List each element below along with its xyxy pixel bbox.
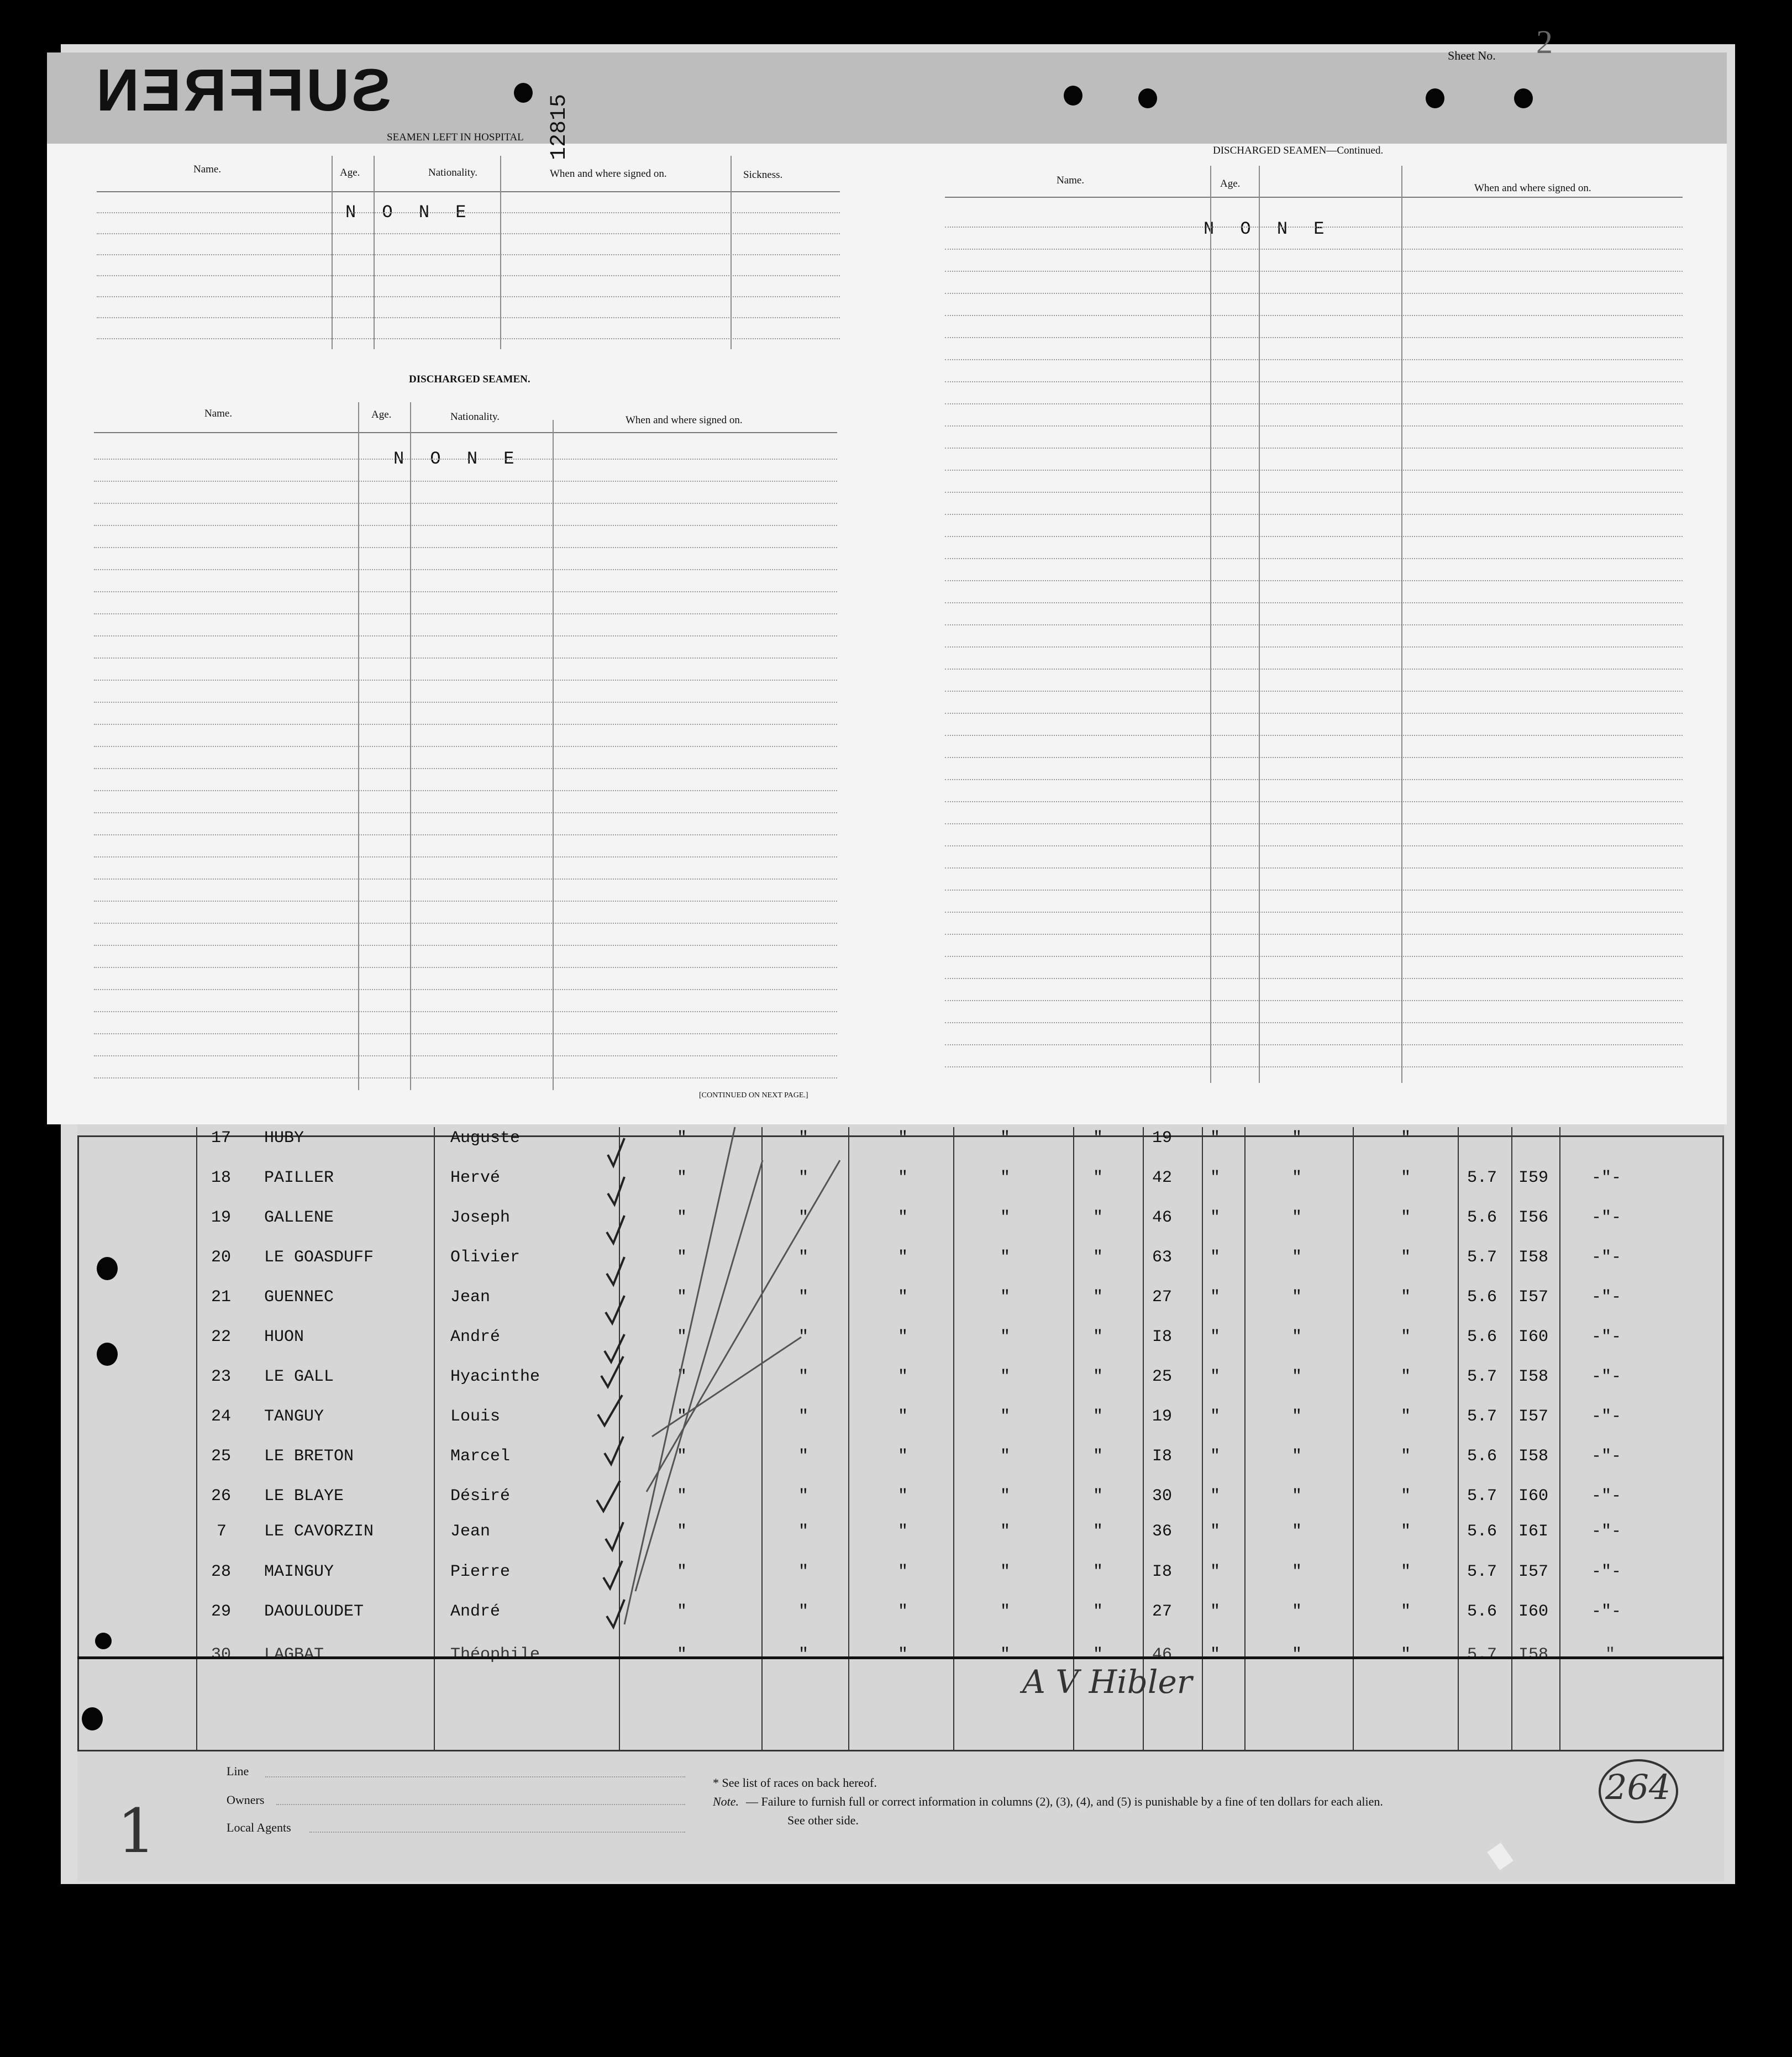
ditto-mark: ": [677, 1645, 687, 1664]
sheet-no-label: Sheet No.: [1448, 49, 1496, 62]
row-surname: LE BRETON: [264, 1447, 354, 1466]
ditto-mark: ": [1000, 1602, 1011, 1621]
row-surname: LE GOASDUFF: [264, 1248, 374, 1267]
row-number: 23: [211, 1367, 232, 1386]
ditto-mark: ": [1401, 1169, 1411, 1187]
row-surname: PAILLER: [264, 1169, 334, 1187]
ditto-mark: ": [1000, 1407, 1011, 1426]
ditto-mark: ": [1000, 1447, 1011, 1466]
col-sickness: Sickness.: [743, 169, 783, 181]
row-height: 5.6: [1467, 1288, 1497, 1307]
col-name: Name.: [1057, 175, 1085, 186]
row-weight: I57: [1518, 1563, 1549, 1581]
row-remark: -"-: [1591, 1407, 1622, 1426]
row-number: 7: [217, 1522, 227, 1541]
row-given-name: Jean: [450, 1288, 491, 1307]
col-nationality: Nationality.: [450, 411, 500, 423]
ditto-mark: ": [1401, 1328, 1411, 1346]
page-number: 1: [117, 1796, 156, 1866]
ditto-mark: ": [1210, 1248, 1221, 1267]
row-age: 36: [1152, 1522, 1173, 1541]
row-surname: GALLENE: [264, 1208, 334, 1227]
row-age: 30: [1152, 1487, 1173, 1506]
row-remark: -"-: [1591, 1602, 1622, 1621]
row-given-name: Hervé: [450, 1169, 501, 1187]
ditto-mark: ": [1000, 1288, 1011, 1307]
row-age: 25: [1152, 1367, 1173, 1386]
ditto-mark: ": [677, 1248, 687, 1267]
row-given-name: Théophile: [450, 1645, 540, 1664]
ditto-mark: ": [1000, 1563, 1011, 1581]
ditto-mark: ": [798, 1447, 809, 1466]
row-remark: ": [1605, 1645, 1616, 1664]
row-number: 18: [211, 1169, 232, 1187]
ditto-mark: ": [1210, 1288, 1221, 1307]
ditto-mark: ": [1401, 1522, 1411, 1541]
row-number: 17: [211, 1129, 232, 1148]
row-surname: HUBY: [264, 1129, 304, 1148]
ditto-mark: ": [1093, 1407, 1103, 1426]
row-weight: I58: [1518, 1447, 1549, 1466]
ditto-mark: ": [898, 1169, 908, 1187]
ditto-mark: ": [898, 1208, 908, 1227]
ditto-mark: ": [1292, 1367, 1302, 1386]
row-given-name: André: [450, 1602, 501, 1621]
ditto-mark: ": [1210, 1522, 1221, 1541]
ditto-mark: ": [898, 1522, 908, 1541]
ditto-mark: ": [677, 1208, 687, 1227]
ditto-mark: ": [1000, 1328, 1011, 1346]
row-age: 19: [1152, 1129, 1173, 1148]
ditto-mark: ": [677, 1407, 687, 1426]
check-marks: [597, 1138, 624, 1627]
ditto-mark: ": [1292, 1328, 1302, 1346]
col-signed-on: When and where signed on.: [550, 168, 667, 180]
ditto-mark: ": [1210, 1407, 1221, 1426]
row-given-name: Marcel: [450, 1447, 511, 1466]
discharged-none: N O N E: [393, 449, 522, 469]
ditto-mark: ": [1000, 1208, 1011, 1227]
hospital-none: N O N E: [345, 202, 474, 223]
ditto-mark: ": [898, 1487, 908, 1506]
row-weight: I58: [1518, 1248, 1549, 1267]
ditto-mark: ": [798, 1367, 809, 1386]
row-height: 5.7: [1467, 1645, 1497, 1664]
pencil-slashes: [624, 1127, 840, 1624]
ditto-mark: ": [1093, 1129, 1103, 1148]
row-given-name: André: [450, 1328, 501, 1346]
ditto-mark: ": [898, 1407, 908, 1426]
ditto-mark: ": [677, 1522, 687, 1541]
sheet-no-value: 2: [1536, 24, 1553, 60]
col-age: Age.: [1220, 178, 1241, 190]
ditto-mark: ": [1093, 1522, 1103, 1541]
ditto-mark: ": [798, 1522, 809, 1541]
ditto-mark: ": [1000, 1645, 1011, 1664]
note-text: — Failure to furnish full or correct information in columns (2), (3), (4), and (5) is punishable by a fine of ten dollars for each alien.: [746, 1795, 1383, 1808]
see-other-side: See other side.: [787, 1813, 859, 1827]
ditto-mark: ": [1401, 1288, 1411, 1307]
ditto-mark: ": [1292, 1602, 1302, 1621]
vertical-number-stamp: 12815: [547, 94, 572, 161]
ditto-mark: ": [677, 1602, 687, 1621]
ditto-mark: ": [1210, 1563, 1221, 1581]
ditto-mark: ": [1292, 1248, 1302, 1267]
ditto-mark: ": [1000, 1522, 1011, 1541]
col-age: Age.: [371, 409, 392, 420]
row-weight: I58: [1518, 1367, 1549, 1386]
ditto-mark: ": [1292, 1407, 1302, 1426]
row-number: 19: [211, 1208, 232, 1227]
ditto-mark: ": [1093, 1645, 1103, 1664]
ditto-mark: ": [1292, 1129, 1302, 1148]
row-height: 5.6: [1467, 1522, 1497, 1541]
row-number: 21: [211, 1288, 232, 1307]
row-weight: I60: [1518, 1487, 1549, 1506]
col-nationality: Nationality.: [428, 167, 477, 178]
ditto-mark: ": [1401, 1248, 1411, 1267]
ditto-mark: ": [898, 1367, 908, 1386]
ditto-mark: ": [798, 1169, 809, 1187]
row-surname: LE GALL: [264, 1367, 334, 1386]
col-name: Name.: [193, 164, 222, 175]
ditto-mark: ": [1401, 1407, 1411, 1426]
footer-rule: [276, 1804, 685, 1805]
row-weight: I59: [1518, 1169, 1549, 1187]
row-given-name: Hyacinthe: [450, 1367, 540, 1386]
ditto-mark: ": [1210, 1169, 1221, 1187]
row-height: 5.7: [1467, 1169, 1497, 1187]
row-given-name: Désiré: [450, 1487, 511, 1506]
row-remark: -"-: [1591, 1288, 1622, 1307]
row-surname: DAOULOUDET: [264, 1602, 364, 1621]
ditto-mark: ": [1401, 1645, 1411, 1664]
ditto-mark: ": [677, 1563, 687, 1581]
row-given-name: Pierre: [450, 1563, 511, 1581]
ditto-mark: ": [798, 1487, 809, 1506]
ditto-mark: ": [1000, 1248, 1011, 1267]
row-surname: MAINGUY: [264, 1563, 334, 1581]
ditto-mark: ": [1210, 1367, 1221, 1386]
row-given-name: Jean: [450, 1522, 491, 1541]
row-age: I8: [1152, 1447, 1173, 1466]
ditto-mark: ": [1000, 1487, 1011, 1506]
row-number: 29: [211, 1602, 232, 1621]
row-weight: I57: [1518, 1288, 1549, 1307]
note-label: Note.: [713, 1795, 739, 1808]
ditto-mark: ": [1401, 1367, 1411, 1386]
ditto-mark: ": [798, 1129, 809, 1148]
ditto-mark: ": [1210, 1645, 1221, 1664]
line-label: Line: [227, 1764, 249, 1778]
discharged-continued-none: N O N E: [1204, 219, 1332, 239]
row-height: 5.6: [1467, 1447, 1497, 1466]
ditto-mark: ": [898, 1447, 908, 1466]
row-remark: -"-: [1591, 1208, 1622, 1227]
ditto-mark: ": [1093, 1563, 1103, 1581]
row-given-name: Louis: [450, 1407, 501, 1426]
local-agents-label: Local Agents: [227, 1821, 291, 1834]
ditto-mark: ": [1292, 1563, 1302, 1581]
row-height: 5.6: [1467, 1328, 1497, 1346]
row-given-name: Olivier: [450, 1248, 521, 1267]
row-given-name: Joseph: [450, 1208, 511, 1227]
row-remark: -"-: [1591, 1487, 1622, 1506]
ditto-mark: ": [677, 1169, 687, 1187]
row-surname: HUON: [264, 1328, 304, 1346]
row-surname: LAGBAT: [264, 1645, 324, 1664]
row-age: I8: [1152, 1328, 1173, 1346]
row-age: 46: [1152, 1208, 1173, 1227]
ditto-mark: ": [677, 1367, 687, 1386]
ditto-mark: ": [798, 1407, 809, 1426]
footer-rule: [265, 1776, 685, 1777]
row-height: 5.6: [1467, 1208, 1497, 1227]
ditto-mark: ": [1000, 1129, 1011, 1148]
ditto-mark: ": [1093, 1487, 1103, 1506]
ditto-mark: ": [1401, 1447, 1411, 1466]
ditto-mark: ": [1210, 1129, 1221, 1148]
row-remark: -"-: [1591, 1248, 1622, 1267]
ditto-mark: ": [1401, 1129, 1411, 1148]
row-weight: I57: [1518, 1407, 1549, 1426]
ditto-mark: ": [1292, 1288, 1302, 1307]
ditto-mark: ": [798, 1563, 809, 1581]
footer-rule: [309, 1832, 685, 1833]
ditto-mark: ": [1093, 1208, 1103, 1227]
hospital-title: SEAMEN LEFT IN HOSPITAL: [387, 131, 524, 143]
row-surname: LE BLAYE: [264, 1487, 344, 1506]
ditto-mark: ": [898, 1645, 908, 1664]
ditto-mark: ": [1093, 1367, 1103, 1386]
col-age: Age.: [340, 167, 360, 178]
ditto-mark: ": [1292, 1487, 1302, 1506]
row-number: 25: [211, 1447, 232, 1466]
row-age: 19: [1152, 1407, 1173, 1426]
row-age: 27: [1152, 1288, 1173, 1307]
row-weight: I60: [1518, 1602, 1549, 1621]
row-weight: I58: [1518, 1645, 1549, 1664]
row-remark: -"-: [1591, 1522, 1622, 1541]
races-note: * See list of races on back hereof.: [713, 1776, 877, 1790]
ditto-mark: ": [898, 1328, 908, 1346]
ditto-mark: ": [1292, 1645, 1302, 1664]
row-age: 63: [1152, 1248, 1173, 1267]
row-number: 26: [211, 1487, 232, 1506]
ditto-mark: ": [1000, 1169, 1011, 1187]
ditto-mark: ": [798, 1645, 809, 1664]
row-weight: I56: [1518, 1208, 1549, 1227]
discharged-title: DISCHARGED SEAMEN.: [409, 373, 530, 385]
row-remark: -"-: [1591, 1367, 1622, 1386]
ditto-mark: ": [1093, 1602, 1103, 1621]
row-surname: GUENNEC: [264, 1288, 334, 1307]
ditto-mark: ": [1210, 1328, 1221, 1346]
row-weight: I6I: [1518, 1522, 1549, 1541]
ditto-mark: ": [677, 1288, 687, 1307]
col-signed-on: When and where signed on.: [1474, 182, 1591, 194]
ditto-mark: ": [798, 1288, 809, 1307]
ditto-mark: ": [677, 1487, 687, 1506]
ditto-mark: ": [1210, 1208, 1221, 1227]
ditto-mark: ": [898, 1602, 908, 1621]
row-remark: -"-: [1591, 1447, 1622, 1466]
row-weight: I60: [1518, 1328, 1549, 1346]
ditto-mark: ": [1292, 1447, 1302, 1466]
ditto-mark: ": [1000, 1367, 1011, 1386]
row-remark: -"-: [1591, 1169, 1622, 1187]
ditto-mark: ": [1210, 1447, 1221, 1466]
row-age: 46: [1152, 1645, 1173, 1664]
ditto-mark: ": [798, 1208, 809, 1227]
ditto-mark: ": [1093, 1288, 1103, 1307]
col-signed-on: When and where signed on.: [626, 414, 743, 426]
ditto-mark: ": [1210, 1487, 1221, 1506]
ditto-mark: ": [1093, 1328, 1103, 1346]
row-number: 24: [211, 1407, 232, 1426]
ditto-mark: ": [898, 1563, 908, 1581]
row-height: 5.7: [1467, 1563, 1497, 1581]
ditto-mark: ": [1210, 1602, 1221, 1621]
row-height: 5.6: [1467, 1602, 1497, 1621]
ditto-mark: ": [1292, 1522, 1302, 1541]
ditto-mark: ": [1093, 1248, 1103, 1267]
row-number: 22: [211, 1328, 232, 1346]
ditto-mark: ": [1093, 1169, 1103, 1187]
ditto-mark: ": [677, 1447, 687, 1466]
ditto-mark: ": [1292, 1169, 1302, 1187]
row-remark: -"-: [1591, 1328, 1622, 1346]
ditto-mark: ": [1401, 1563, 1411, 1581]
owners-label: Owners: [227, 1793, 265, 1807]
ditto-mark: ": [677, 1328, 687, 1346]
ditto-mark: ": [798, 1328, 809, 1346]
ditto-mark: ": [898, 1248, 908, 1267]
row-age: I8: [1152, 1563, 1173, 1581]
ditto-mark: ": [677, 1129, 687, 1148]
col-name: Name.: [204, 408, 233, 419]
ditto-mark: ": [1292, 1208, 1302, 1227]
row-age: 42: [1152, 1169, 1173, 1187]
row-surname: LE CAVORZIN: [264, 1522, 374, 1541]
continued-note: [CONTINUED ON NEXT PAGE.]: [699, 1091, 808, 1099]
ditto-mark: ": [898, 1288, 908, 1307]
row-height: 5.7: [1467, 1248, 1497, 1267]
circled-number: 264: [1605, 1767, 1671, 1807]
row-number: 30: [211, 1645, 232, 1664]
ship-name-stamp: SUFFREN: [94, 56, 391, 123]
row-number: 28: [211, 1563, 232, 1581]
row-surname: TANGUY: [264, 1407, 324, 1426]
ditto-mark: ": [898, 1129, 908, 1148]
row-number: 20: [211, 1248, 232, 1267]
row-height: 5.7: [1467, 1367, 1497, 1386]
row-remark: -"-: [1591, 1563, 1622, 1581]
ditto-mark: ": [1401, 1602, 1411, 1621]
signature: A V Hibler: [1022, 1663, 1192, 1701]
ditto-mark: ": [798, 1248, 809, 1267]
ditto-mark: ": [798, 1602, 809, 1621]
row-given-name: Auguste: [450, 1129, 521, 1148]
row-age: 27: [1152, 1602, 1173, 1621]
ditto-mark: ": [1401, 1208, 1411, 1227]
row-height: 5.7: [1467, 1407, 1497, 1426]
row-height: 5.7: [1467, 1487, 1497, 1506]
ditto-mark: ": [1401, 1487, 1411, 1506]
discharged-continued-title: DISCHARGED SEAMEN—Continued.: [1213, 145, 1384, 156]
ditto-mark: ": [1093, 1447, 1103, 1466]
